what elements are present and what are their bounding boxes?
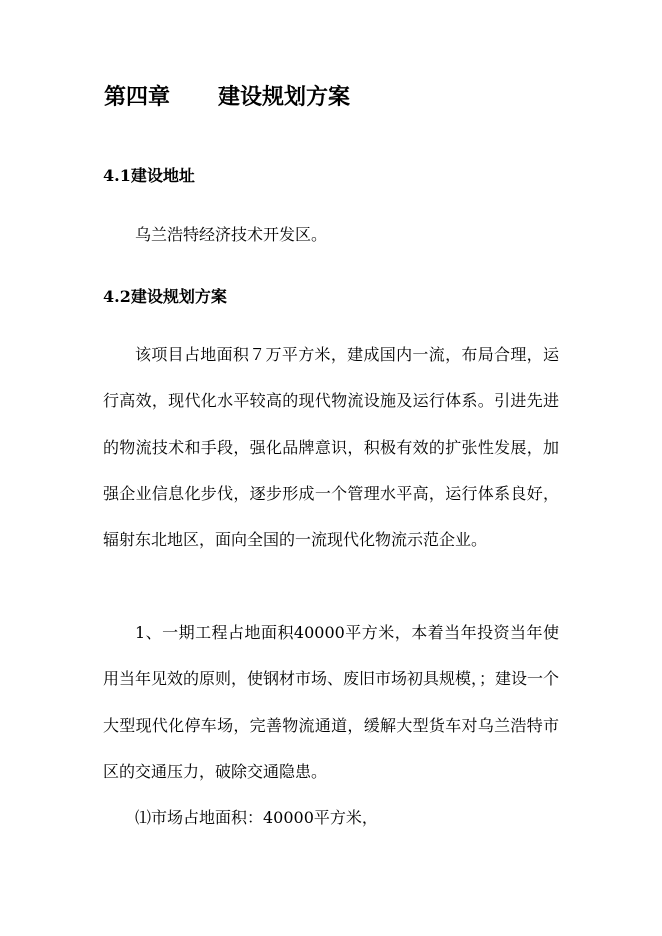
paragraph-address: 乌兰浩特经济技术开发区。 — [135, 225, 328, 244]
paragraph-project-intro: 该项目占地面积７万平方米，建成国内一流，布局合理，运行高效，现代化水平较高的现代物流设施及运行体系。引进先进的物流技术和手段，强化品牌意识，积极有效的扩张性发展，加强企业信息化步伐，逐步形成一个管理水平高，运行体系良好，辐射东北地区，面向全国的一流现代化物流示范企业。 — [103, 345, 559, 550]
section-heading-4-2: 4.2建设规划方案 — [103, 287, 227, 306]
paragraph-phase-one: 1、一期工程占地面积40000平方米，本着当年投资当年使用当年见效的原则，使钢材市场、废旧市场初具规模，；建设一个大型现代化停车场，完善物流通道，缓解大型货车对乌兰浩特市区的交通压力，破除交通隐患。 — [103, 623, 560, 781]
chapter-number: 第四章 — [104, 84, 171, 110]
section-heading-4-1: 4.1建设地址 — [103, 166, 195, 185]
chapter-title — [104, 82, 350, 112]
paragraph-market-area: ⑴市场占地面积：40000平方米， — [135, 808, 378, 827]
chapter-name: 建设规划方案 — [218, 84, 351, 110]
